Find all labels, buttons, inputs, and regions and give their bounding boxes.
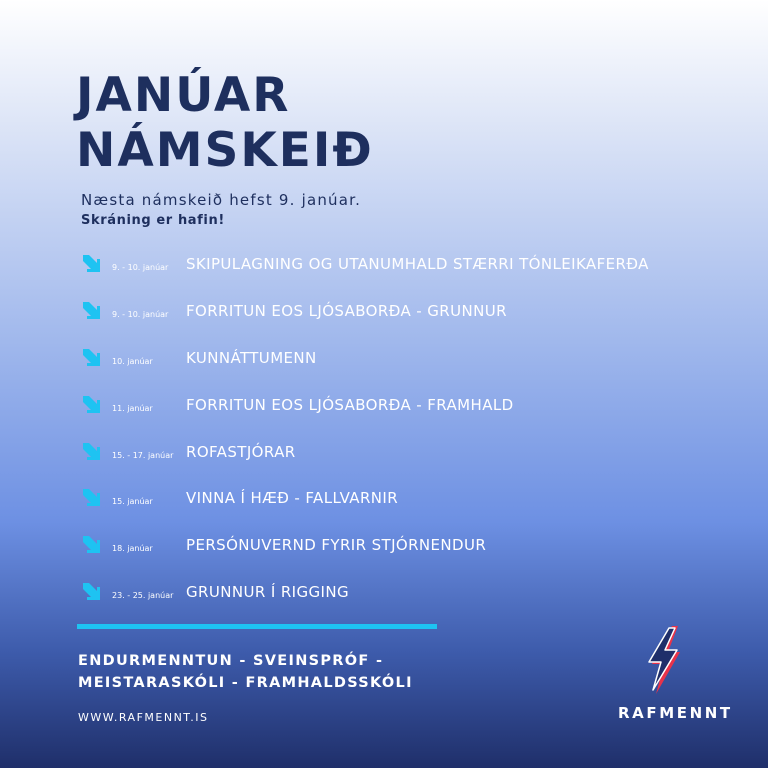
start-date-text: Næsta námskeið hefst 9. janúar.	[81, 191, 362, 209]
course-name: SKIPULAGNING OG UTANUMHALD STÆRRI TÓNLEIKAFERÐA	[186, 255, 649, 273]
tagline-line-2: MEISTARASKÓLI - FRAMHALDSSKÓLI	[78, 675, 413, 691]
brand-name: RAFMENNT	[618, 704, 733, 722]
course-name: PERSÓNUVERND FYRIR STJÓRNENDUR	[186, 536, 487, 554]
course-name: GRUNNUR Í RIGGING	[186, 583, 349, 601]
course-item	[78, 533, 718, 563]
arrow-down-right-icon	[80, 580, 102, 602]
course-name: FORRITUN EOS LJÓSABORÐA - GRUNNUR	[186, 302, 507, 320]
course-item	[78, 346, 718, 376]
course-date: 15. - 17. janúar	[112, 451, 174, 460]
accent-divider	[77, 624, 437, 629]
course-date: 11. janúar	[112, 404, 153, 413]
arrow-down-right-icon	[80, 299, 102, 321]
arrow-down-right-icon	[80, 252, 102, 274]
registration-open-text: Skráning er hafin!	[81, 213, 225, 228]
course-item	[78, 580, 718, 610]
course-item	[78, 299, 718, 329]
title-line-2: NÁMSKEIÐ	[76, 123, 374, 178]
course-name: KUNNÁTTUMENN	[186, 349, 317, 367]
course-item	[78, 440, 718, 470]
arrow-down-right-icon	[80, 486, 102, 508]
course-item	[78, 486, 718, 516]
course-date: 10. janúar	[112, 357, 153, 366]
course-date: 18. janúar	[112, 544, 153, 553]
website-link[interactable]: WWW.RAFMENNT.IS	[78, 711, 209, 724]
course-name: ROFASTJÓRAR	[186, 443, 296, 461]
page-title	[76, 68, 374, 178]
course-name: VINNA Í HÆÐ - FALLVARNIR	[186, 489, 399, 507]
tagline-line-1: ENDURMENNTUN - SVEINSPRÓF -	[78, 653, 384, 669]
course-item	[78, 252, 718, 282]
lightning-bolt-logo	[640, 624, 690, 696]
arrow-down-right-icon	[80, 533, 102, 555]
course-item	[78, 393, 718, 423]
arrow-down-right-icon	[80, 393, 102, 415]
course-date: 23. - 25. janúar	[112, 591, 174, 600]
title-line-1: JANÚAR	[76, 68, 291, 123]
arrow-down-right-icon	[80, 440, 102, 462]
course-date: 9. - 10. janúar	[112, 263, 169, 272]
arrow-down-right-icon	[80, 346, 102, 368]
course-name: FORRITUN EOS LJÓSABORÐA - FRAMHALD	[186, 396, 514, 414]
course-date: 15. janúar	[112, 497, 153, 506]
tagline	[78, 650, 413, 694]
course-date: 9. - 10. janúar	[112, 310, 169, 319]
